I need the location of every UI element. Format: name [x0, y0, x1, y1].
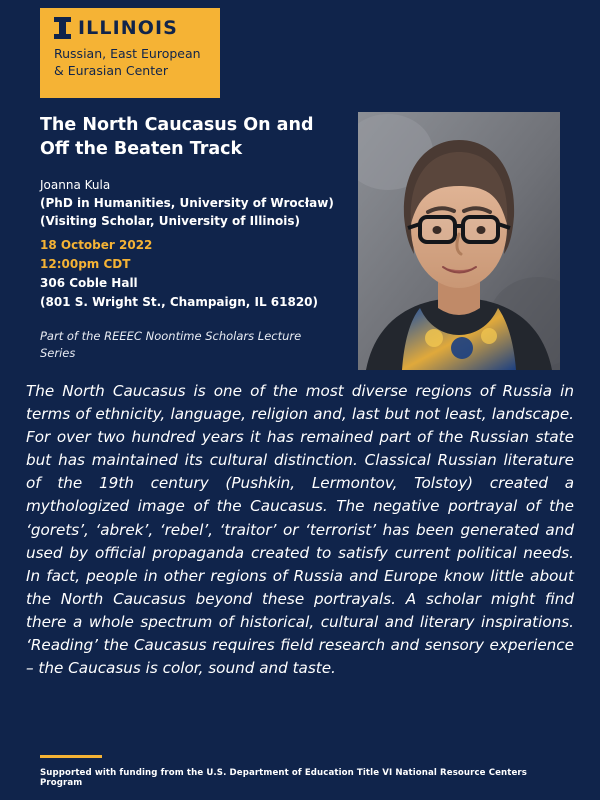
event-location: [40, 274, 350, 311]
logo-unit-name: Russian, East European & Eurasian Center: [54, 46, 201, 78]
speaker-portrait: [358, 112, 560, 370]
event-venue: 306 Coble Hall: [40, 276, 138, 290]
event-date: 18 October 2022: [40, 238, 153, 252]
funding-note: Supported with funding from the U.S. Department of Education Title VI National Resource Centers Program: [40, 768, 527, 788]
page-title: The North Caucasus On and Off the Beaten Track: [40, 115, 314, 159]
speaker-name: Joanna Kula: [40, 178, 111, 192]
event-time: 12:00pm CDT: [40, 256, 131, 271]
illinois-block-i-icon: [54, 17, 71, 39]
speaker-block: [40, 176, 340, 230]
logo-top-row: [54, 17, 210, 39]
event-datetime: [40, 236, 340, 273]
footer-divider: [40, 755, 102, 758]
speaker-credential-degree: (PhD in Humanities, University of Wrocław): [40, 196, 334, 210]
abstract-text: The North Caucasus is one of the most diverse regions of Russia in terms of ethnicity, language, religion and, last but not least, landscape. For over two hundred years it has remained part of the Russian state but has maintained its cultural distinction. Classical Russian literature of the 19th century (Pushkin, Lermontov, Tolstoy) created a mythologized image of the Caucasus. The negative portrayal of the ‘gorets’, ‘abrek’, ‘rebel’, ‘traitor’ or ‘terrorist’ has been generated and used by official propaganda created to satisfy current political needs. In fact, people in other regions of Russia and Europe know little about the North Caucasus beyond these portrayals. A scholar might find there a whole spectrum of historical, cultural and literary inspirations. ‘Reading’ the Caucasus requires field research and sensory experience – the Caucasus is color, sound and taste.: [26, 382, 574, 678]
illinois-reeec-logo: [40, 8, 220, 98]
event-address: (801 S. Wright St., Champaign, IL 61820): [40, 294, 319, 309]
portrait-illustration: [358, 112, 560, 370]
logo-wordmark: ILLINOIS: [78, 16, 178, 39]
speaker-credential-affiliation: (Visiting Scholar, University of Illinois): [40, 214, 300, 228]
event-series: Part of the REEEC Noontime Scholars Lecture Series: [40, 329, 302, 361]
